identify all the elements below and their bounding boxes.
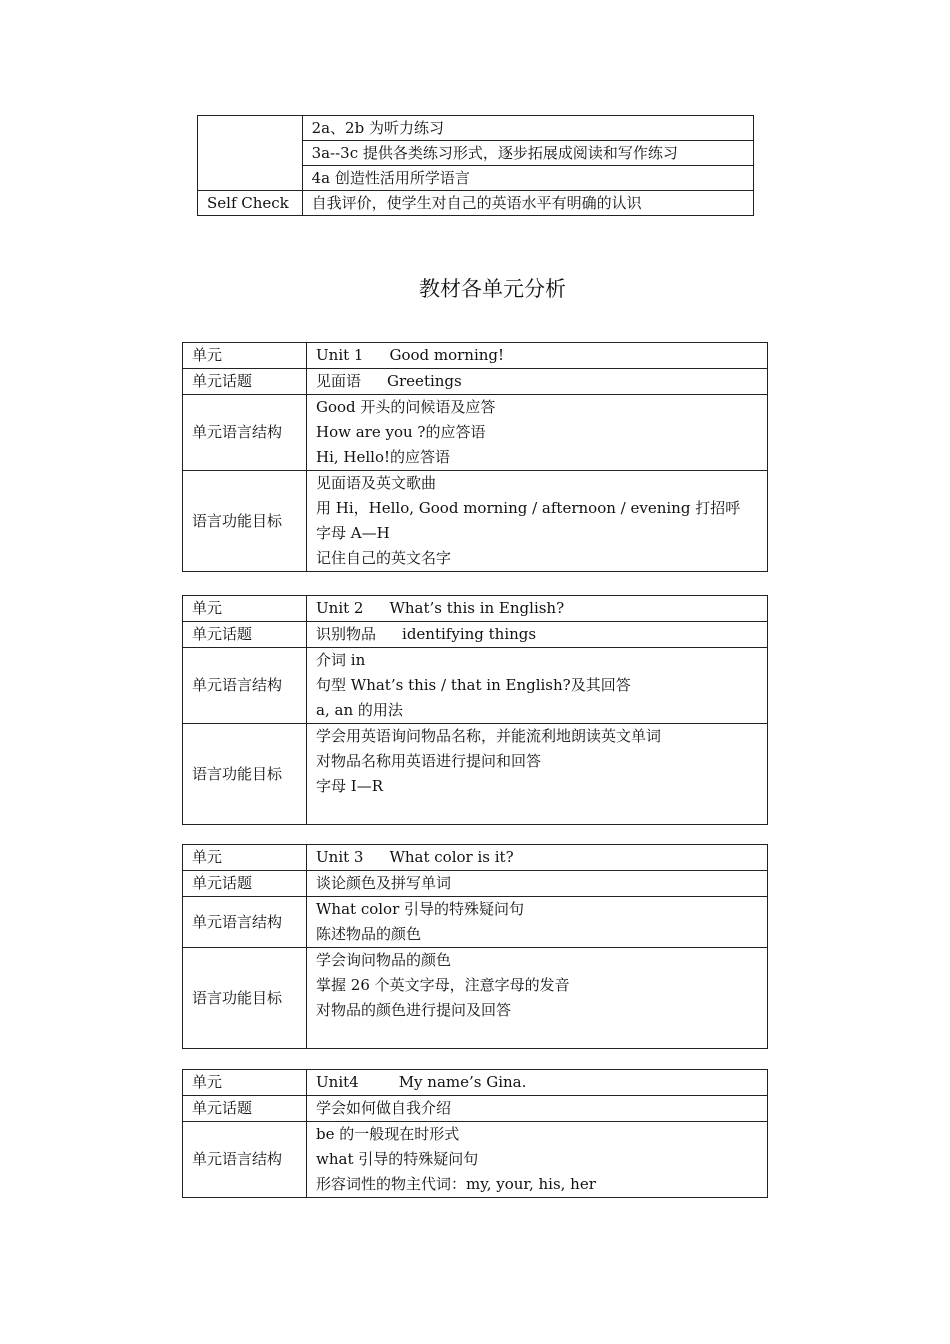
unit-name [307, 596, 768, 622]
topic-value: 谈论颜色及拼写单词 [307, 871, 768, 897]
unit-title: What’s this in English? [389, 599, 565, 617]
unit-number: Unit 1 [316, 346, 364, 364]
unit-title: Good morning! [389, 346, 505, 364]
unit-2-table [182, 595, 768, 825]
function-line: 对物品名称用英语进行提问和回答 [316, 752, 542, 770]
structure-label: 单元语言结构 [183, 897, 307, 948]
function-line: 掌握 26 个英文字母，注意字母的发音 [316, 976, 570, 994]
function-line: 字母 A—H [316, 524, 390, 542]
topic-label: 单元话题 [183, 1096, 307, 1122]
unit-label: 单元 [183, 596, 307, 622]
unit-label: 单元 [183, 1070, 307, 1096]
table-row [183, 395, 768, 471]
row-label [198, 116, 303, 191]
function-label: 语言功能目标 [183, 948, 307, 1049]
unit-title: My name’s Gina. [398, 1073, 527, 1091]
table-row [183, 1070, 768, 1096]
row-content: 3a--3c 提供各类练习形式，逐步拓展成阅读和写作练习 [302, 141, 753, 166]
structure-label: 单元语言结构 [183, 395, 307, 471]
function-line: 学会用英语询问物品名称，并能流利地朗读英文单词 [316, 727, 662, 745]
table-row [183, 897, 768, 948]
table-row [183, 724, 768, 825]
table-row [183, 948, 768, 1049]
unit-label: 单元 [183, 845, 307, 871]
table-row [183, 845, 768, 871]
table-row [183, 871, 768, 897]
unit-name [307, 1070, 768, 1096]
unit-title: What color is it? [389, 848, 514, 866]
structure-line: 形容词性的物主代词：my, your, his, her [316, 1175, 596, 1193]
table-row [198, 191, 754, 216]
structure-line: Good 开头的问候语及应答 [316, 398, 496, 416]
structure-line: What color 引导的特殊疑问句 [316, 900, 525, 918]
structure-value [307, 648, 768, 724]
topic-en: Greetings [387, 372, 462, 390]
structure-label: 单元语言结构 [183, 648, 307, 724]
table-row [183, 471, 768, 572]
structure-line: 句型 What’s this / that in English?及其回答 [316, 676, 631, 694]
unit-number: Unit 3 [316, 848, 364, 866]
row-label: Self Check [198, 191, 303, 216]
topic-label: 单元话题 [183, 622, 307, 648]
page-title: 教材各单元分析 [419, 277, 566, 301]
function-line: 对物品的颜色进行提问及回答 [316, 1001, 512, 1019]
table-row [198, 116, 754, 141]
structure-label: 单元语言结构 [183, 1122, 307, 1198]
row-content: 自我评价，使学生对自己的英语水平有明确的认识 [302, 191, 753, 216]
structure-value [307, 1122, 768, 1198]
unit-number: Unit4 [316, 1073, 359, 1091]
structure-value [307, 897, 768, 948]
topic-cn: 见面语 [316, 372, 362, 390]
structure-line: a, an 的用法 [316, 701, 403, 719]
topic-value: 学会如何做自我介绍 [307, 1096, 768, 1122]
structure-line: be 的一般现在时形式 [316, 1125, 460, 1143]
table-row [183, 648, 768, 724]
activities-table [197, 115, 754, 216]
structure-line: what 引导的特殊疑问句 [316, 1150, 479, 1168]
function-line: 学会询问物品的颜色 [316, 951, 452, 969]
topic-cn: 识别物品 [316, 625, 377, 643]
row-content: 4a 创造性活用所学语言 [302, 166, 753, 191]
function-label: 语言功能目标 [183, 471, 307, 572]
table-row [183, 343, 768, 369]
unit-1-table [182, 342, 768, 572]
unit-name [307, 343, 768, 369]
table-row [183, 1122, 768, 1198]
function-value [307, 471, 768, 572]
structure-line: How are you ?的应答语 [316, 423, 486, 441]
unit-name [307, 845, 768, 871]
row-content: 2a、2b 为听力练习 [302, 116, 753, 141]
unit-number: Unit 2 [316, 599, 364, 617]
table-row [183, 622, 768, 648]
topic-en: identifying things [402, 625, 537, 643]
structure-line: 陈述物品的颜色 [316, 925, 422, 943]
unit-3-table [182, 844, 768, 1049]
table-row [183, 369, 768, 395]
unit-label: 单元 [183, 343, 307, 369]
table-row [183, 596, 768, 622]
function-line: 见面语及英文歌曲 [316, 474, 437, 492]
topic-value [307, 369, 768, 395]
unit-4-table [182, 1069, 768, 1198]
structure-line: 介词 in [316, 651, 366, 669]
function-line: 用 Hi，Hello, Good morning / afternoon / evening 打招呼 [316, 499, 741, 517]
blank-line [316, 1023, 758, 1048]
function-line: 字母 I—R [316, 777, 384, 795]
function-value [307, 948, 768, 1049]
topic-label: 单元话题 [183, 369, 307, 395]
function-value [307, 724, 768, 825]
structure-line: Hi, Hello!的应答语 [316, 448, 451, 466]
function-label: 语言功能目标 [183, 724, 307, 825]
table-row [183, 1096, 768, 1122]
function-line: 记住自己的英文名字 [316, 549, 452, 567]
topic-label: 单元话题 [183, 871, 307, 897]
blank-line [316, 799, 758, 824]
topic-value [307, 622, 768, 648]
structure-value [307, 395, 768, 471]
